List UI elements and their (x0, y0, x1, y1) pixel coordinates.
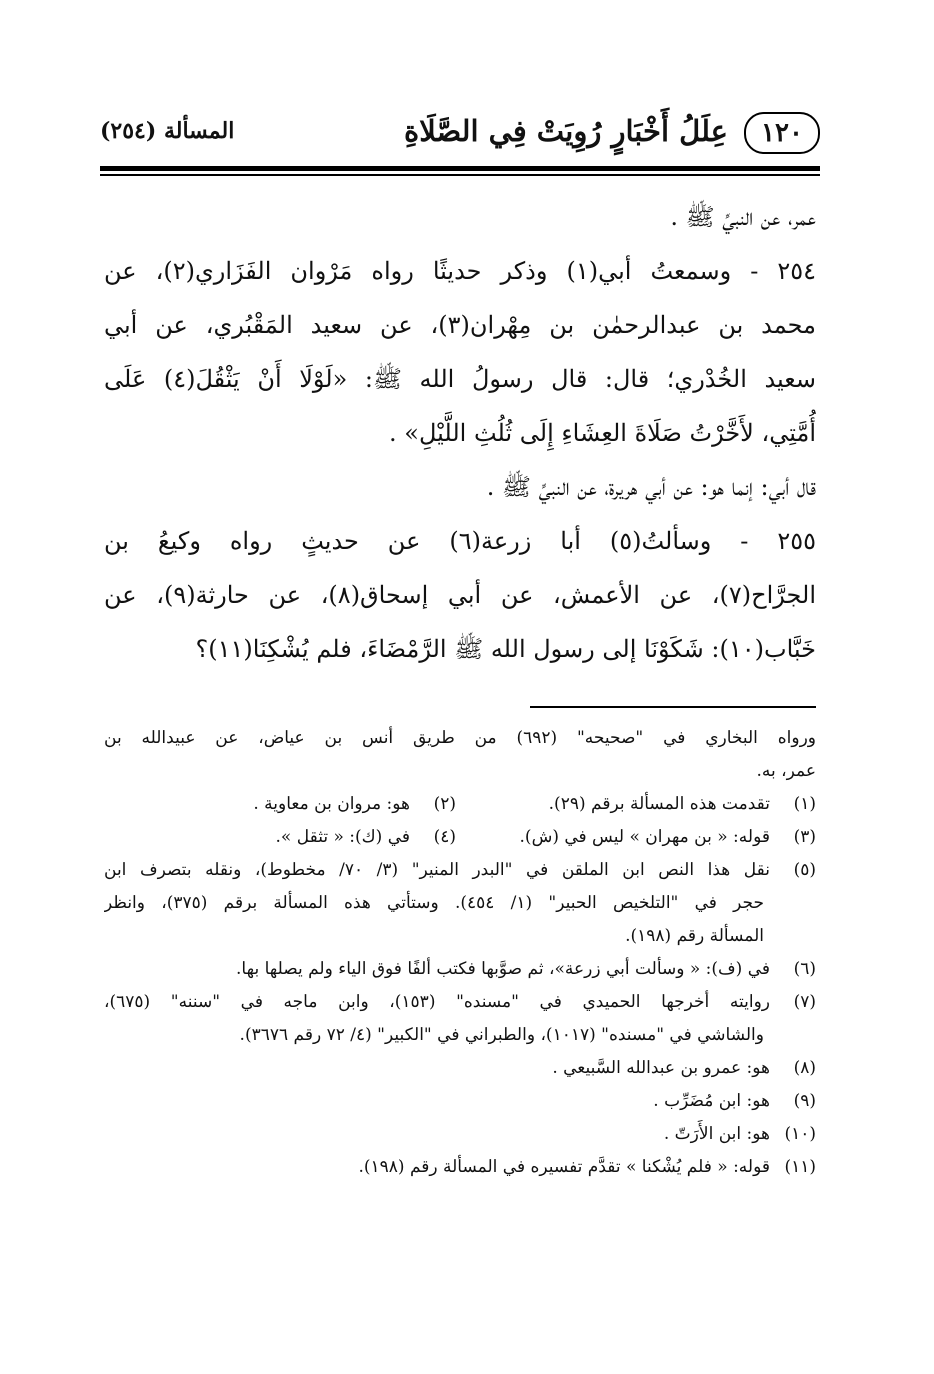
footnote-2 (253, 788, 456, 821)
footnote-7 (104, 986, 816, 1019)
footnote-line: والشاشي في "مسنده" (١٠١٧)، والطبراني في "الكبير" (٤/ ٧٢ رقم ٣٦٧٦). (239, 1025, 764, 1045)
page-number-badge: ١٢٠ (744, 112, 820, 154)
footnote-4 (276, 821, 456, 854)
footnote-number: (١) (793, 794, 816, 814)
footnote-line: عمر، به. (756, 761, 816, 781)
footnote-1 (456, 788, 816, 821)
footnote-text: في (ف): « وسألت أبي زرعة»، ثم صوَّبها فكتب ألفًا فوق الياء ولم يصلها بها. (236, 959, 770, 979)
book-title: عِلَلُ أَخْبَارٍ رُوِيَتْ فِي الصَّلَاةِ (404, 114, 728, 148)
footnote-number: (٩) (793, 1091, 816, 1111)
footnote-number: (٦) (793, 959, 816, 979)
footnote-10 (104, 1118, 816, 1151)
footnote-pair (104, 821, 816, 854)
text-line: محمد بن عبدالرحمٰن بن مِهْران(٣)، عن سعيد المَقْبُري، عن أبي (104, 311, 816, 339)
main-text (104, 190, 816, 676)
footnotes (104, 722, 816, 1184)
footnote-pair (104, 788, 816, 821)
footnote-text: هو: ابن مُضَرِّب . (653, 1091, 770, 1111)
footnote-9 (104, 1085, 816, 1118)
footnote-number: (٤) (433, 827, 456, 847)
text-line: قال أبي: إنما هو: عن أبي هريرة، عن النبيِّ ﷺ . (486, 473, 816, 501)
header-rule-thick (100, 166, 820, 171)
footnote-5 (104, 854, 816, 887)
text-line: ٢٥٥ - وسألتُ(٥) أبا زرعة(٦) عن حديثٍ رواه وكيعُ بن (104, 527, 816, 555)
footnote-text: هو: عمرو بن عبدالله السَّبيعي . (552, 1058, 770, 1078)
text-line: خَبَّاب(١٠): شَكَوْنَا إلى رسول الله ﷺ الرَّمْضَاءَ، فلم يُشْكِنَا(١١)؟ (195, 635, 816, 663)
footnote-text: تقدمت هذه المسألة برقم (٢٩). (548, 794, 770, 814)
text-line: الجرَّاح(٧)، عن الأعمش، عن أبي إسحاق(٨)، عن حارثة(٩)، عن (104, 581, 816, 609)
footnote-6 (104, 953, 816, 986)
header-rule-thin (100, 174, 820, 176)
footnote-text: قوله: « فلم يُشْكنا » تقدَّم تفسيره في المسألة رقم (١٩٨). (358, 1157, 770, 1177)
footnote-8 (104, 1052, 816, 1085)
footnote-line: ورواه البخاري في "صحيحه" (٦٩٢) من طريق أنس بن عياض، عن عبيدالله بن (104, 728, 816, 748)
footnote-number: (١١) (784, 1157, 816, 1177)
text-line: سعيد الخُدْري؛ قال: قال رسولُ الله ﷺ: «لَوْلَا أَنْ يَثْقُلَ(٤) عَلَى (104, 365, 816, 393)
footnote-number: (٨) (793, 1058, 816, 1078)
chapter-title: المسألة (٢٥٤) (100, 118, 235, 144)
footnote-number: (٣) (793, 827, 816, 847)
footnote-number: (٧) (793, 992, 816, 1012)
footnote-3 (456, 821, 816, 854)
footnote-number: (٥) (793, 860, 816, 880)
footnote-separator (530, 706, 816, 708)
footnote-11 (104, 1151, 816, 1184)
footnote-text: هو: مروان بن معاوية . (253, 794, 410, 814)
footnote-text: قوله: « بن مهران » ليس في (ش). (519, 827, 770, 847)
footnote-text: نقل هذا النص ابن الملقن في "البدر المنير" (٣/ ٧٠/ مخطوط)، ونقله بتصرف ابن (104, 860, 770, 880)
footnote-text: هو: ابن الأَرَتّ . (663, 1124, 770, 1144)
footnote-number: (١٠) (784, 1124, 816, 1144)
text-line: ٢٥٤ - وسمعتُ أبي(١) وذكر حديثًا رواه مَرْوان الفَزَاري(٢)، عن (104, 257, 816, 285)
footnote-line: حجر في "التلخيص الحبير" (١/ ٤٥٤). وستأتي هذه المسألة برقم (٣٧٥)، وانظر (104, 893, 764, 913)
footnote-text: روايته أخرجها الحميدي في "مسنده" (١٥٣)، وابن ماجه في "سننه" (٦٧٥)، (104, 992, 771, 1012)
footnote-text: في (ك): « تثقل ». (275, 827, 410, 847)
text-line: أُمَّتِي، لأَخَّرْتُ صَلَاةَ العِشَاءِ إِلَى ثُلُثِ اللَّيْلِ» . (389, 419, 816, 447)
footnote-line: المسألة رقم (١٩٨). (625, 926, 764, 946)
page-header (100, 112, 820, 162)
text-line: عمر، عن النبيِّ ﷺ . (670, 203, 816, 231)
footnote-number: (٢) (433, 794, 456, 814)
